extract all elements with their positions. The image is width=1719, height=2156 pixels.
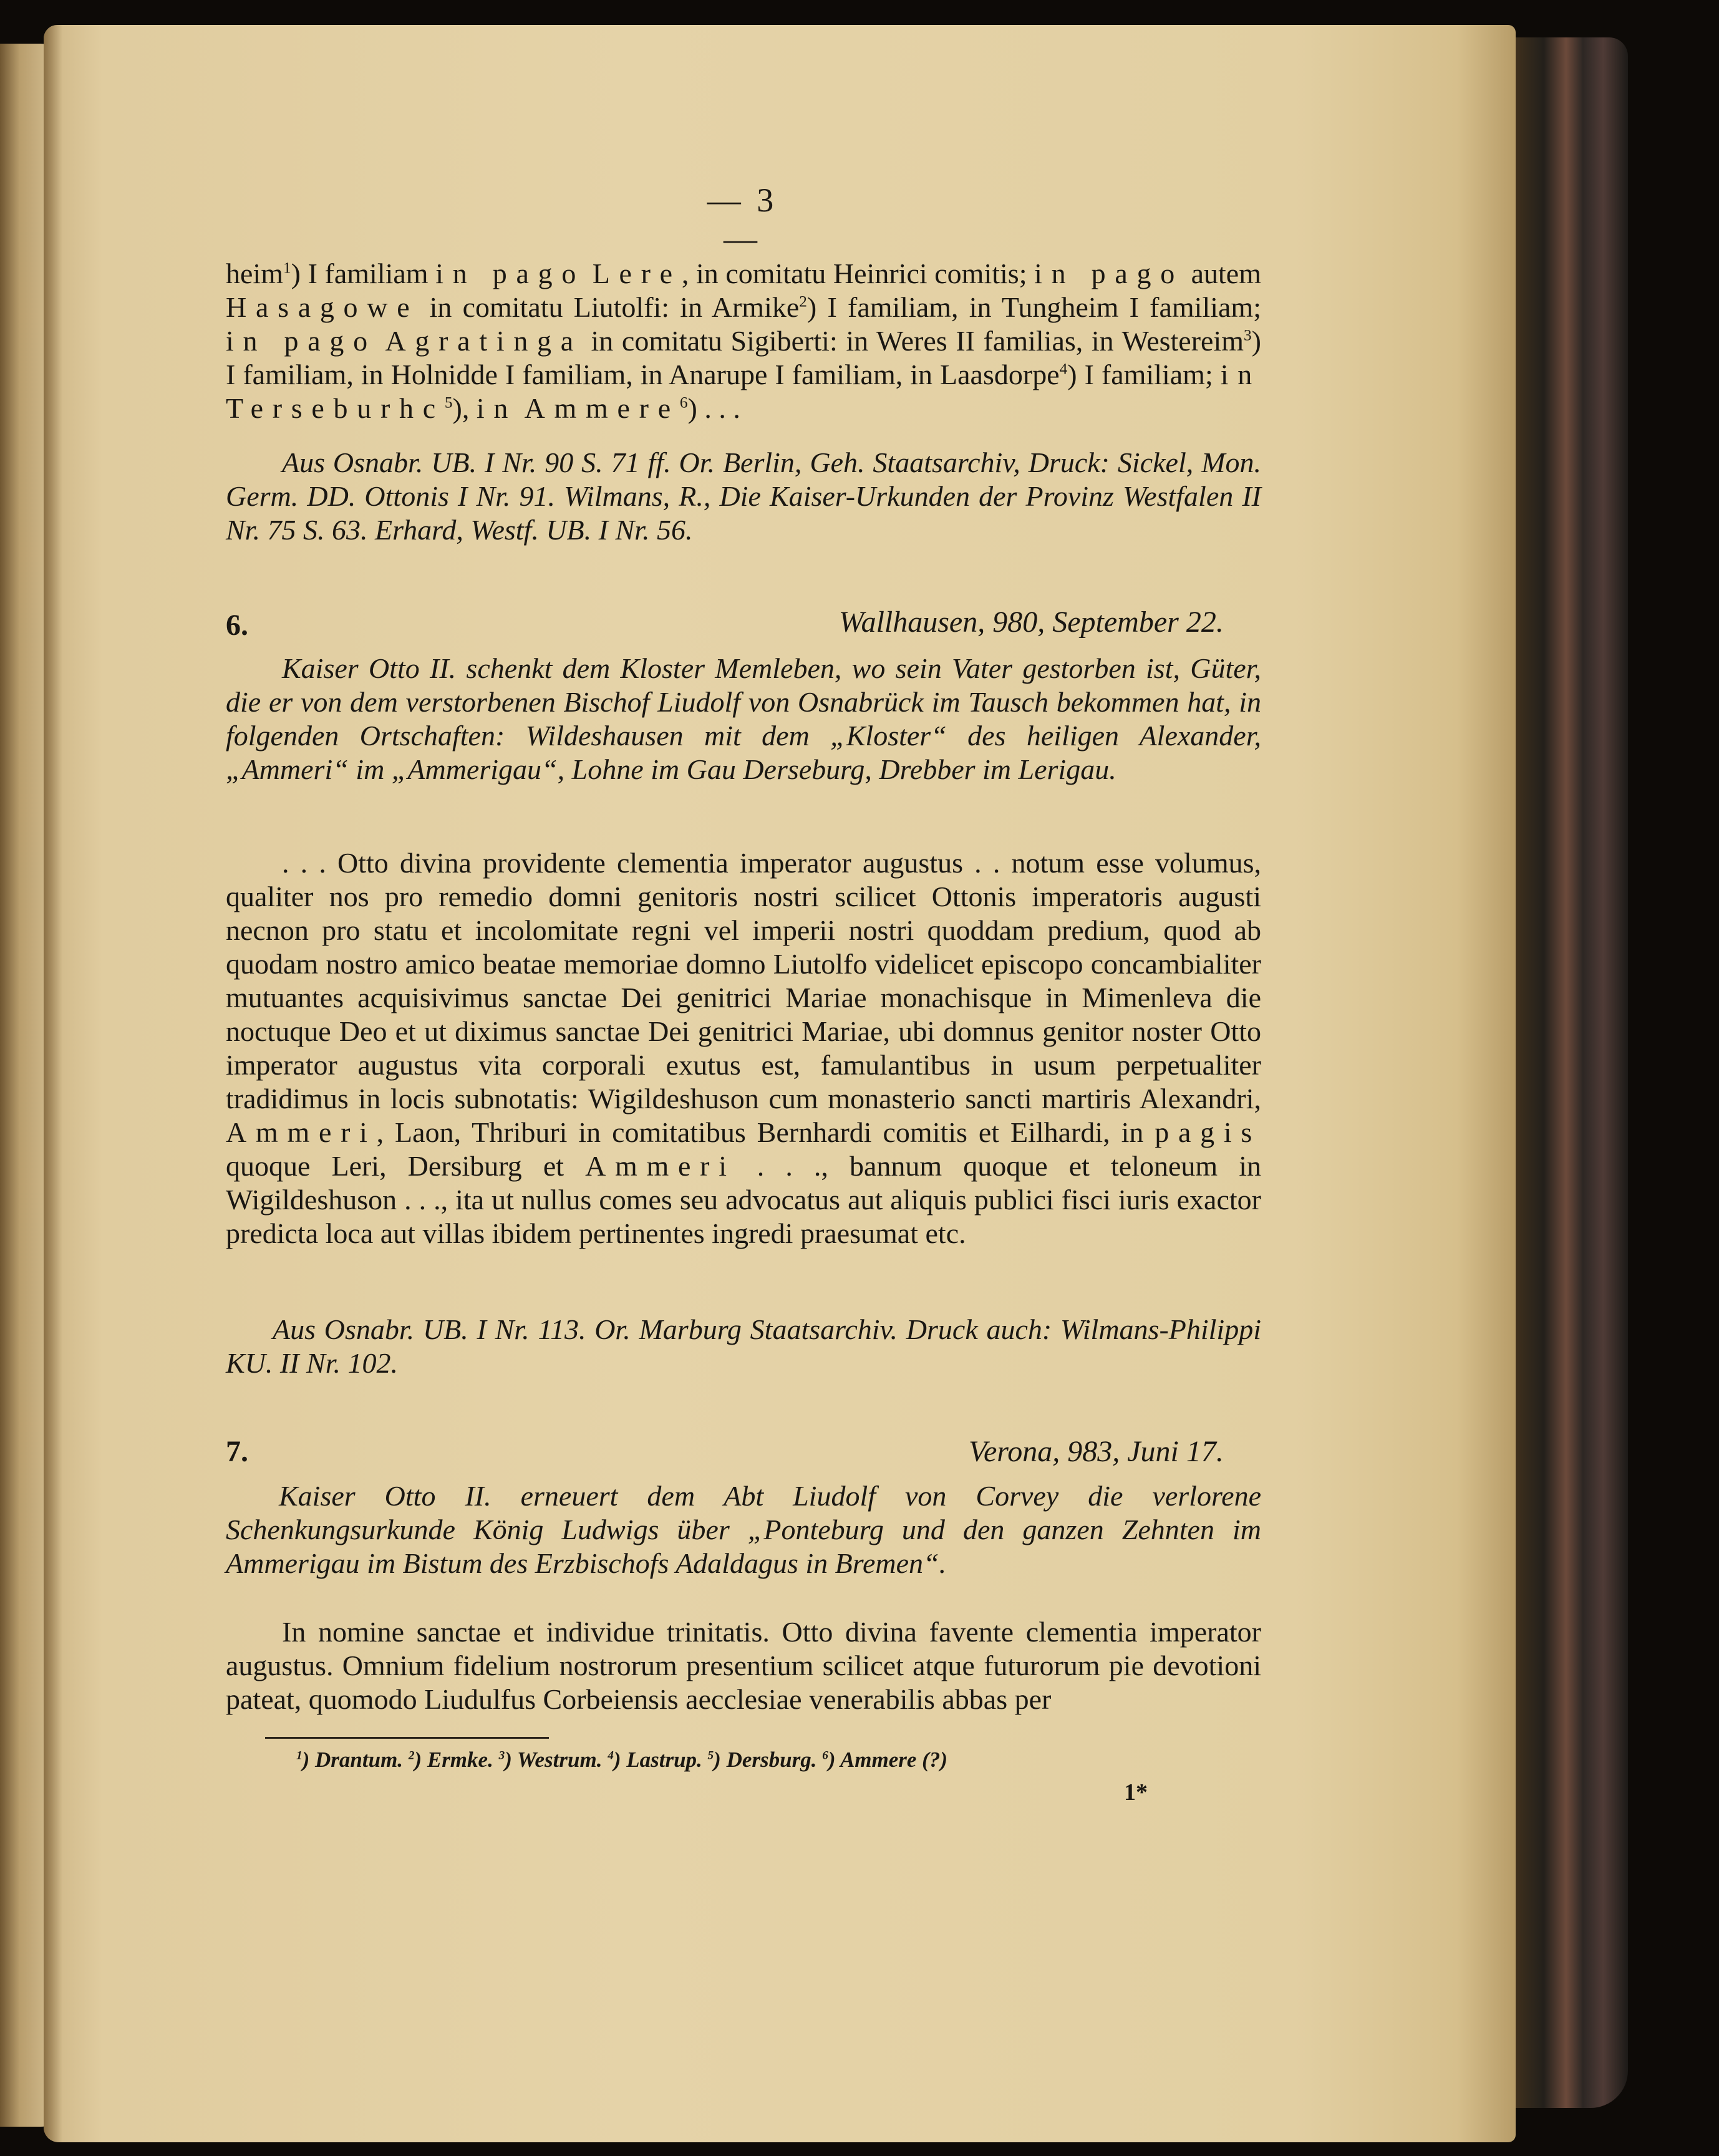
spaced-place-name: Ammeri (585, 1150, 736, 1182)
doc7-text: In nomine sanctae et individue trinitatis. Otto divina favente clementia imperator augustus. Omnium fidelium nostrorum presentium scilicet atque futurorum pie devotioni pateat, quomodo Liudulfus Corbeiensis aecclesiae venerabilis abbas per (226, 1616, 1261, 1715)
doc6-text (226, 846, 1261, 1250)
footnote-ref: 4 (1059, 360, 1068, 378)
text-run: in comitatu Liutolfi: in Armike (419, 291, 800, 323)
text-run: heim (226, 258, 283, 289)
footnote-text: ) Ammere (?) (828, 1748, 947, 1772)
footnote-text: ) Drantum. (302, 1748, 409, 1772)
spaced-text: in (476, 392, 518, 424)
doc7-place-date: Verona, 983, Juni 17. (969, 1435, 1224, 1468)
doc5-text (226, 257, 1261, 425)
text-run: ) I familiam; (1067, 359, 1221, 390)
spaced-text: in pago (1034, 258, 1184, 289)
text-run: ) I familiam, in Holnidde I familiam, in Anarupe I familiam, in Laasdorpe (226, 325, 1261, 390)
footnote-text: ) Westrum. (505, 1748, 608, 1772)
footnote-text: ) Ermke. (414, 1748, 499, 1772)
doc7-number: 7. (226, 1435, 248, 1468)
spaced-text: pagis (1155, 1116, 1261, 1148)
footnote-ref: 6 (679, 394, 688, 412)
signature-mark: 1* (1124, 1779, 1148, 1806)
text-run: . . ., bannum quoque et teloneum in Wigildeshuson . . ., ita ut nullus comes seu advocatus aut aliquis publici fisci iuris exactor predicta loca aut villas ibidem pertinentes ingredi praesumat etc. (226, 1150, 1261, 1249)
doc6-number: 6. (226, 609, 248, 642)
book-cover-edge (1516, 37, 1628, 2108)
footnote-rule (265, 1737, 549, 1739)
page-number: — 3 — (707, 181, 778, 258)
footnote-marker: 2 (408, 1749, 415, 1762)
text-run: quoque Leri, Dersiburg et (226, 1150, 586, 1182)
footnote-marker: 4 (608, 1749, 614, 1762)
spaced-text: in (1220, 359, 1261, 390)
spaced-place-name: Ammere (524, 392, 680, 424)
text-run: , Laon, Thriburi in comitatibus Bernhardi comitis et Eilhardi, in (376, 1116, 1155, 1148)
text-run: ), (452, 392, 477, 424)
text-run: autem (1183, 258, 1261, 289)
spaced-place-name: Hasagowe (226, 291, 419, 323)
footnote-ref: 3 (1244, 326, 1252, 344)
spaced-place-name: Terseburhc (226, 392, 445, 424)
footnote-marker: 1 (296, 1749, 303, 1762)
spaced-place-name: Lere (592, 258, 682, 289)
footnote-ref: 2 (799, 292, 807, 311)
spaced-place-name: Agratinga (385, 325, 583, 357)
doc6-summary: Kaiser Otto II. schenkt dem Kloster Memleben, wo sein Vater gestorben ist, Güter, die er von dem verstorbenen Bischof Liudolf von Osnabrück im Tausch bekommen hat, in folgenden Ortschaften: Wildeshausen mit dem „Kloster“ des heiligen Alexander, „Ammeri“ im „Ammerigau“, Lohne im Gau Derseburg, Drebber im Lerigau. (226, 652, 1261, 785)
footnote-text: ) Lastrup. (613, 1748, 708, 1772)
footnote-ref: 1 (283, 259, 291, 277)
footnote-ref: 5 (444, 394, 453, 412)
text-run: ) . . . (687, 392, 740, 424)
text-run: , in comitatu Heinrici comitis; (681, 258, 1035, 289)
spaced-place-name: Ammeri (226, 1116, 377, 1148)
spaced-text: in pago (435, 258, 586, 289)
footnote-text: ) Dersburg. (714, 1748, 823, 1772)
spaced-text: in pago (226, 325, 377, 357)
doc7-summary: Kaiser Otto II. erneuert dem Abt Liudolf von Corvey die verlorene Schenkungsurkunde König Ludwigs über „Ponteburg und den ganzen Zehnten im Ammerigau im Bistum des Erzbischofs Adaldagus in Bremen“. (226, 1480, 1261, 1579)
text-run: ) I familiam (291, 258, 436, 289)
text-run: in comitatu Sigiberti: in Weres II familias, in Westereim (582, 325, 1244, 357)
doc6-place-date: Wallhausen, 980, September 22. (839, 606, 1224, 639)
text-run: ) I familiam, in Tungheim I familiam; (806, 291, 1261, 323)
footnotes (296, 1748, 947, 1772)
footnote-marker: 6 (822, 1749, 828, 1762)
text-run: . . . Otto divina providente clementia imperator augustus . . notum esse volumus, qualiter nos pro remedio domni genitoris nostri scilicet Ottonis imperatoris augusti necnon pro statu et incolomitate regni vel imperii nostri quoddam predium, quod ab quodam nostro amico beatae memoriae domno Liutolfo videlicet episcopo concambialiter mutuantes acquisivimus sanctae Dei genitrici Mariae monachisque in Mimenleva die noctuque Deo et ut diximus sanctae Dei genitrici Mariae, ubi domnus genitor noster Otto imperator augustus vita corporali exutus est, famulantibus in usum perpetualiter tradidimus in locis subnotatis: Wigildeshuson cum monasterio sancti martiris Alexandri, (226, 847, 1261, 1114)
page-gutter-shadow (44, 25, 62, 2142)
footnote-marker: 3 (498, 1749, 505, 1762)
doc6-source: Aus Osnabr. UB. I Nr. 113. Or. Marburg Staatsarchiv. Druck auch: Wilmans-Philippi KU. II Nr. 102. (226, 1313, 1261, 1379)
doc5-source: Aus Osnabr. UB. I Nr. 90 S. 71 ff. Or. Berlin, Geh. Staatsarchiv, Druck: Sickel, Mon. Germ. DD. Ottonis I Nr. 91. Wilmans, R., Die Kaiser-Urkunden der Provinz Westfalen II Nr. 75 S. 63. Erhard, Westf. UB. I Nr. 56. (226, 447, 1261, 546)
footnote-marker: 5 (707, 1749, 714, 1762)
